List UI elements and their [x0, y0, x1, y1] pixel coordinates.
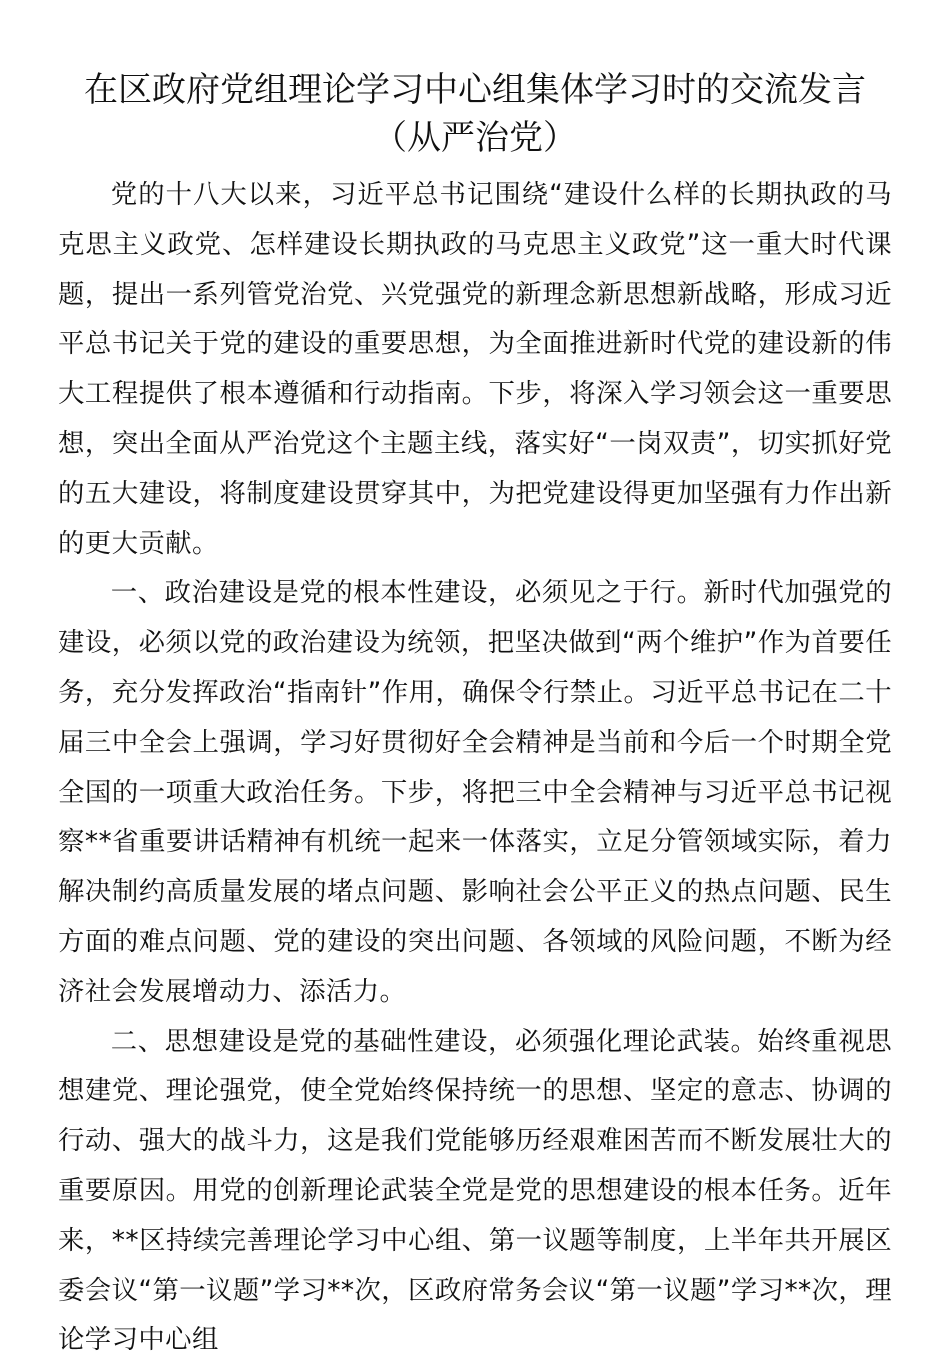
paragraph-ideological-building: 二、思想建设是党的基础性建设，必须强化理论武装。始终重视思想建党、理论强党，使全党始终保持统一的思想、坚定的意志、协调的行动、强大的战斗力，这是我们党能够历经艰难困苦而不断发展壮大的重要原因。用党的创新理论武装全党是党的思想建设的根本任务。近年来，**区持续完善理论学习中心组、第一议题等制度，上半年共开展区委会议“第一议题”学习**次，区政府常务会议“第一议题”学习**次，理论学习中心组: [58, 1025, 893, 1356]
paragraph-intro: 党的十八大以来，习近平总书记围绕“建设什么样的长期执政的马克思主义政党、怎样建设长期执政的马克思主义政党”这一重大时代课题，提出一系列管党治党、兴党强党的新理念新思想新战略，形成习近平总书记关于党的建设的重要思想，为全面推进新时代党的建设新的伟大工程提供了根本遵循和行动指南。下步，将深入学习领会这一重要思想，突出全面从严治党这个主题主线，落实好“一岗双责”，切实抓好党的五大建设，将制度建设贯穿其中，为把党建设得更加坚强有力作出新的更大贡献。: [58, 179, 892, 559]
paragraph-political-building: 一、政治建设是党的根本性建设，必须见之于行。新时代加强党的建设，必须以党的政治建设为统领，把坚决做到“两个维护”作为首要任务，充分发挥政治“指南针”作用，确保令行禁止。习近平总书记在二十届三中全会上强调，学习好贯彻好全会精神是当前和今后一个时期全党全国的一项重大政治任务。下步，将把三中全会精神与习近平总书记视察**省重要讲话精神有机统一起来一体落实，立足分管领域实际，着力解决制约高质量发展的堵点问题、影响社会公平正义的热点问题、民生方面的难点问题、党的建设的突出问题、各领域的风险问题，不断为经济社会发展增动力、添活力。: [58, 577, 892, 1007]
document-title: 在区政府党组理论学习中心组集体学习时的交流发言: [84, 70, 866, 110]
document-subtitle: （从严治党）: [373, 118, 577, 158]
